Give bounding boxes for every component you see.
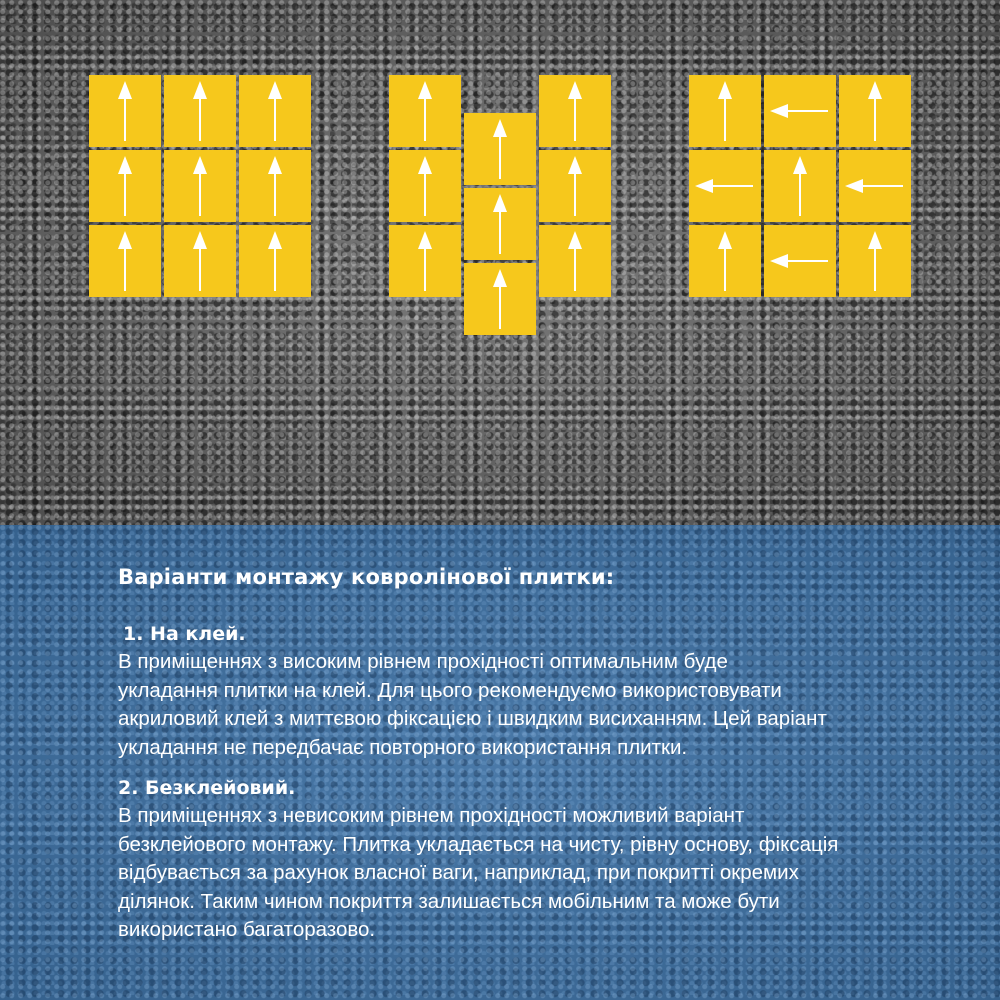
carpet-tile: [539, 75, 611, 147]
carpet-tile: [839, 225, 911, 297]
carpet-tile: [764, 225, 836, 297]
carpet-tile: [689, 150, 761, 222]
page-title: Варіанти монтажу ковролінової плитки:: [118, 565, 615, 589]
section-heading: 1. На клей.: [123, 623, 246, 645]
carpet-tile: [389, 150, 461, 222]
carpet-tile: [164, 150, 236, 222]
section-heading: 2. Безклейовий.: [118, 777, 296, 799]
arrow-up-icon: [193, 81, 207, 141]
section-body: [118, 648, 918, 762]
arrow-left-icon: [770, 104, 828, 118]
carpet-tile: [164, 75, 236, 147]
arrow-up-icon: [568, 156, 582, 216]
arrow-up-icon: [493, 269, 507, 329]
arrow-up-icon: [193, 156, 207, 216]
arrow-up-icon: [268, 231, 282, 291]
body-line: використано багаторазово.: [118, 918, 376, 941]
carpet-tile: [764, 150, 836, 222]
body-line: акриловий клей з миттєвою фіксацією і швидким висиханням. Цей варіант: [118, 707, 827, 730]
body-line: ділянок. Таким чином покриття залишається мобільним та може бути: [118, 889, 780, 913]
carpet-tile: [164, 225, 236, 297]
arrow-up-icon: [418, 231, 432, 291]
arrow-up-icon: [718, 81, 732, 141]
arrow-up-icon: [793, 156, 807, 216]
body-line: безклейового монтажу. Плитка укладається на чисту, рівну основу, фіксація: [118, 832, 839, 856]
carpet-tile: [389, 75, 461, 147]
arrow-up-icon: [118, 156, 132, 216]
arrow-left-icon: [845, 179, 903, 193]
arrow-up-icon: [418, 156, 432, 216]
carpet-tile: [239, 75, 311, 147]
arrow-up-icon: [118, 231, 132, 291]
arrow-left-icon: [770, 254, 828, 268]
arrow-left-icon: [695, 179, 753, 193]
carpet-tile: [689, 225, 761, 297]
carpet-tile: [839, 75, 911, 147]
carpet-tile: [239, 150, 311, 222]
carpet-tile: [839, 150, 911, 222]
carpet-tile: [239, 225, 311, 297]
carpet-tile: [389, 225, 461, 297]
arrow-up-icon: [193, 231, 207, 291]
body-line: В приміщеннях з невисоким рівнем прохідності можливий варіант: [118, 804, 745, 827]
arrow-up-icon: [568, 81, 582, 141]
carpet-tile: [89, 75, 161, 147]
body-line: В приміщеннях з високим рівнем прохідності оптимальним буде: [118, 650, 728, 673]
body-line: відбувається за рахунок власної ваги, наприклад, при покритті окремих: [118, 861, 799, 884]
section-body: [118, 802, 918, 945]
carpet-tile: [89, 150, 161, 222]
section-glueless: [118, 774, 918, 945]
arrow-up-icon: [493, 119, 507, 179]
carpet-tile: [689, 75, 761, 147]
body-line: укладання плитки на клей. Для цього рекомендуємо використовувати: [118, 678, 782, 702]
carpet-tile: [464, 263, 536, 335]
carpet-tile: [464, 188, 536, 260]
arrow-up-icon: [118, 81, 132, 141]
carpet-tile: [539, 150, 611, 222]
carpet-tile: [464, 113, 536, 185]
arrow-up-icon: [493, 194, 507, 254]
arrow-up-icon: [268, 81, 282, 141]
installation-text: [118, 562, 918, 945]
arrow-up-icon: [868, 231, 882, 291]
carpet-tile: [89, 225, 161, 297]
arrow-up-icon: [268, 156, 282, 216]
carpet-tile: [539, 225, 611, 297]
carpet-tile: [764, 75, 836, 147]
arrow-up-icon: [718, 231, 732, 291]
arrow-up-icon: [418, 81, 432, 141]
body-line: укладання не передбачає повторного використання плитки.: [118, 735, 688, 759]
arrow-up-icon: [868, 81, 882, 141]
section-glue: [118, 620, 918, 762]
arrow-up-icon: [568, 231, 582, 291]
